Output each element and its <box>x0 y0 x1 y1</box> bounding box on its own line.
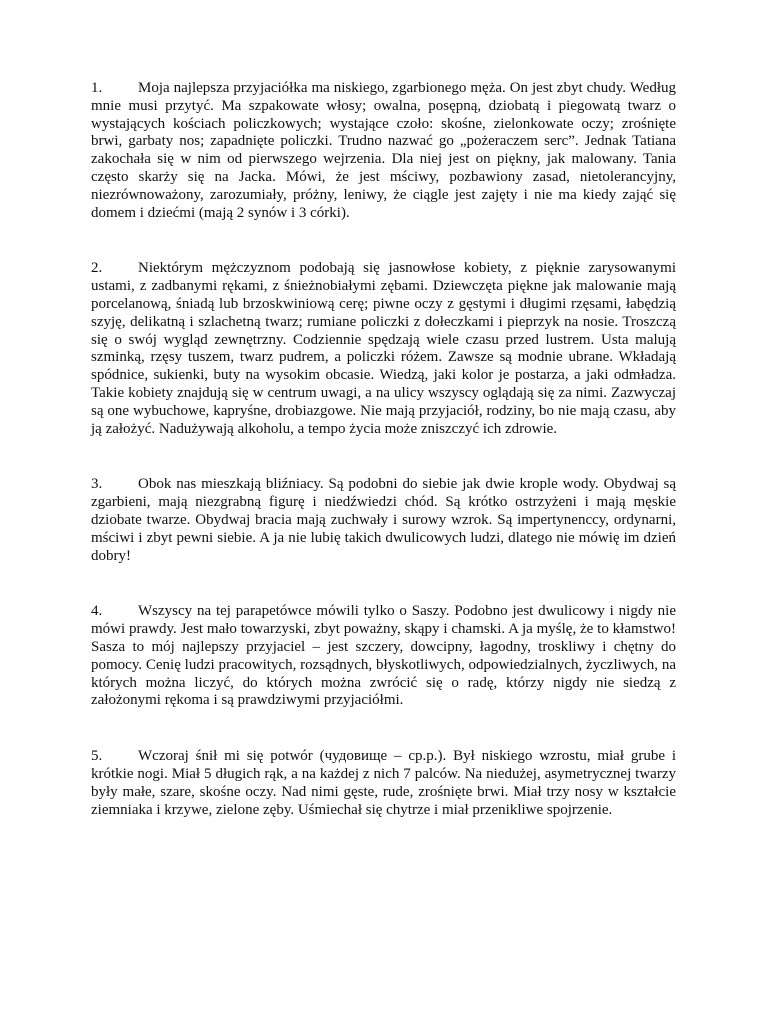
paragraph-number: 1. <box>91 80 103 96</box>
paragraph-3 <box>91 476 676 565</box>
paragraph-text: Obok nas mieszkają bliźniacy. Są podobni do siebie jak dwie krople wody. Obydwaj są zgarbieni, mają niezgrabną figurę i niedźwiedzi chód. Są krótko ostrzyżeni i mają męskie dziobate twarze. Obydwaj bracia mają zuchwały i surowy wzrok. Są impertynenccy, ordynarni, mściwi i zbyt pewni siebie. A ja nie lubię takich dwulicowych ludzi, dlatego nie mówię im dzień dobry! <box>91 476 676 564</box>
paragraph-number: 5. <box>91 748 103 765</box>
paragraph-number: 3. <box>91 476 103 493</box>
paragraph-number: 4. <box>91 603 103 620</box>
paragraph-text: Moja najlepsza przyjaciółka ma niskiego, zgarbionego męża. On jest zbyt chudy. Według mnie musi przytyć. Ma szpakowate włosy; owalna, posępną, dziobatą i piegowatą twarz o wystających kościach policzkowych; wystające czoło: skośne, zielonkowate oczy; zrośnięte brwi, garbaty nos; zapadnięte policzki. Trudno nazwać go „pożeraczem serc”. Jednak Tatiana zakochała się w nim od pierwszego wejrzenia. Dla niej jest on piękny, jak malowany. Tania często skarży się na Jacka. Mówi, że jest mściwy, pozbawiony zasad, nietolerancyjny, niezrównoważony, zarozumiały, próżny, leniwy, że ciągle jest zajęty i nie ma kiedy zająć się domem i dziećmi (mają 2 synów i 3 córki). <box>91 80 676 221</box>
paragraph-text: Wszyscy na tej parapetówce mówili tylko o Saszy. Podobno jest dwulicowy i nigdy nie mówi prawdy. Jest mało towarzyski, zbyt poważny, skąpy i chamski. A ja myślę, że to kłamstwo! Sasza to mój najlepszy przyjaciel – jest szczery, dowcipny, łagodny, troskliwy i chętny do pomocy. Cenię ludzi pracowitych, rozsądnych, błyskotliwych, odpowiedzialnych, życzliwych, na których można liczyć, do których można zwrócić się o radę, którzy nigdy nie siedzą z założonymi rękoma i są prawdziwymi przyjaciółmi. <box>91 603 676 709</box>
paragraph-4 <box>91 603 676 710</box>
document-page <box>91 80 676 857</box>
paragraph-1 <box>91 80 676 222</box>
paragraph-number: 2. <box>91 260 103 277</box>
paragraph-5 <box>91 748 676 819</box>
paragraph-2 <box>91 260 676 438</box>
paragraph-text: Niektórym mężczyznom podobają się jasnowłose kobiety, z pięknie zarysowanymi ustami, z zadbanymi rękami, z śnieżnobiałymi zębami. Dziewczęta piękne jak malowanie mają porcelanową, śniadą lub brzoskwiniową cerę; piwne oczy z gęstymi i długimi rzęsami, łabędzią szyję, delikatną i szlachetną twarz; rumiane policzki z dołeczkami i pieprzyk na nosie. Troszczą się o swój wygląd zewnętrzny. Codziennie spędzają wiele czasu przed lustrem. Usta malują szminką, rzęsy tuszem, twarz pudrem, a policzki różem. Zawsze są modnie ubrane. Wkładają spódnice, sukienki, buty na wysokim obcasie. Wiedzą, jaki kolor je postarza, a jaki odmładza. Takie kobiety znajdują się w centrum uwagi, a na ulicy wszyscy oglądają się za nimi. Zazwyczaj są one wybuchowe, kapryśne, drobiazgowe. Nie mają przyjaciół, rodziny, bo nie mają czasu, aby ją założyć. Nadużywają alkoholu, a tempo życia może zniszczyć ich zdrowie. <box>91 260 676 437</box>
paragraph-text: Wczoraj śnił mi się potwór (чудовище – ср.р.). Był niskiego wzrostu, miał grube i krótkie nogi. Miał 5 długich rąk, a na każdej z nich 7 palców. Na niedużej, asymetrycznej twarzy były małe, szare, skośne oczy. Nad nimi gęste, rude, zrośnięte brwi. Miał trzy nosy w kształcie ziemniaka i krzywe, zielone zęby. Uśmiechał się chytrze i miał przenikliwe spojrzenie. <box>91 748 676 818</box>
